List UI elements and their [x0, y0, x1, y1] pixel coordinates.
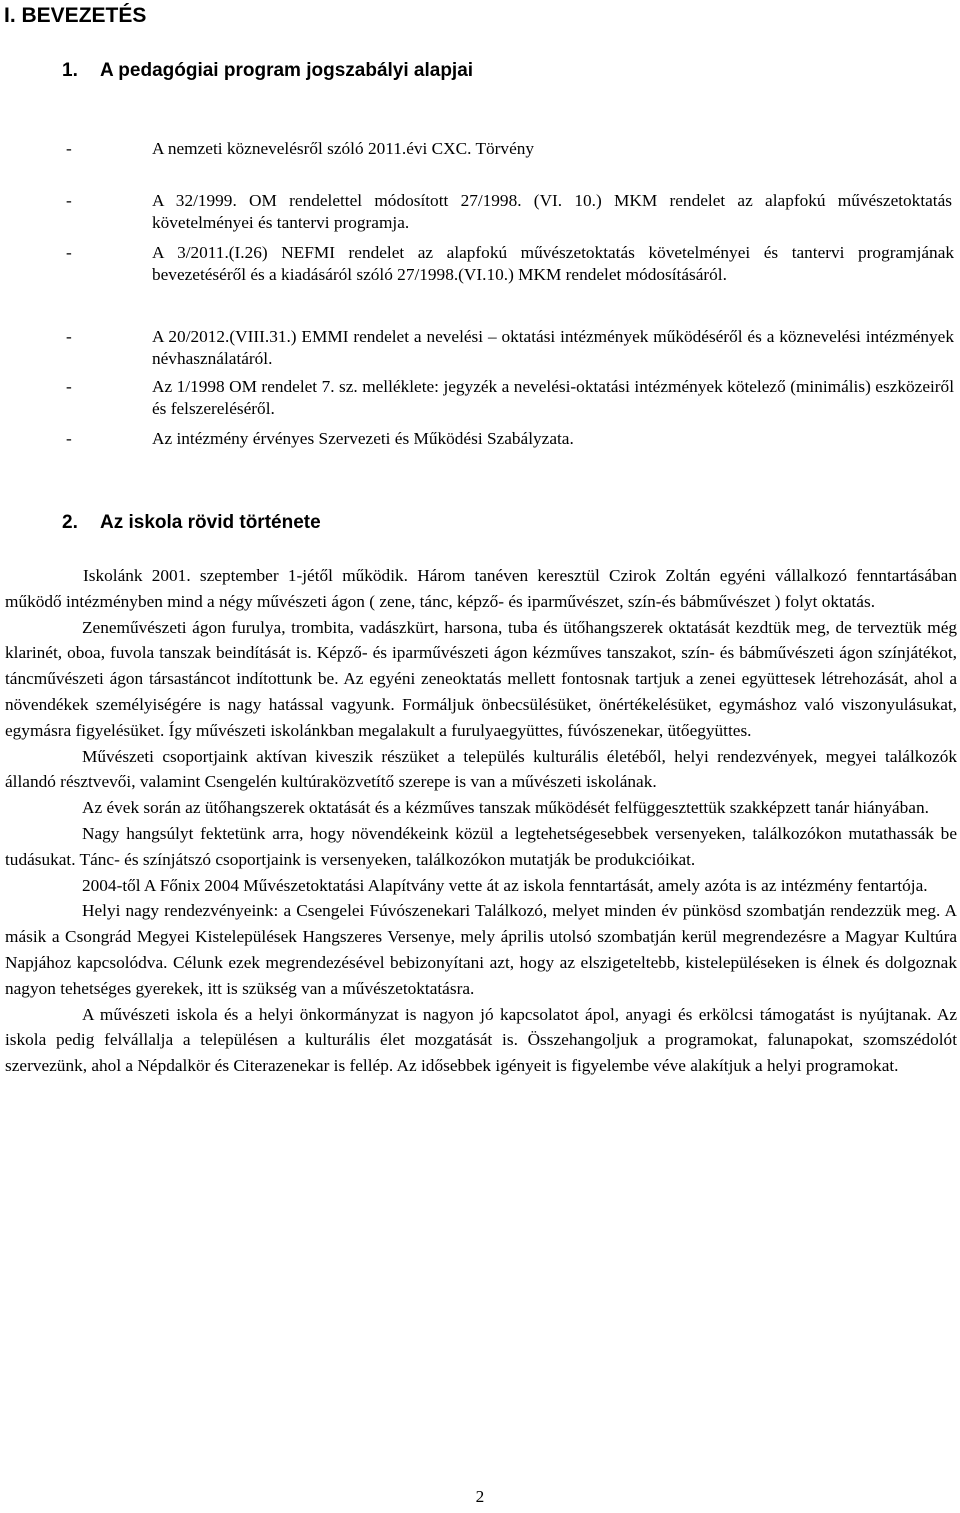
history-text: [5, 563, 957, 1079]
paragraph: Zeneművészeti ágon furulya, trombita, vadászkürt, harsona, tuba és ütőhangszerek oktatását kezdtük meg, de terveztük még klarinét, oboa, fuvola tanszak beindítását is. Képző- és iparművészeti ágon kézműves tanszakot, szín- és bábművészeti ágon színjátékot, táncművészeti ágon társastáncot indítottunk be. Az egyéni zeneoktatás mellett fontosnak tartjuk a zenei együttesek létrehozását, ahol a növendékek személyiségére is nagy hatással vagyunk. Formáljuk önbecsülésüket, önértékelésüket, egymáshoz való viszonyulásukat, egymásra figyelésüket. Így művészeti iskolánkban megalakult a furulyaegyüttes, fúvószenekar, ütőegyüttes.: [5, 617, 957, 740]
chapter-heading: I. BEVEZETÉS: [4, 4, 147, 27]
law-text: A 20/2012.(VIII.31.) EMMI rendelet a nevelési – oktatási intézmények működéséről és a köznevelési intézmények névhasználatáról.: [152, 327, 954, 368]
section-1-title: A pedagógiai program jogszabályi alapjai: [100, 60, 474, 81]
paragraph: Nagy hangsúlyt fektetünk arra, hogy növendékeink közül a legtehetségesebbek versenyeken, találkozókon mutathassák be tudásukat. Tánc- és színjátszó csoportjaink is versenyeken, találkozókon mutatják be produkcióikat.: [5, 823, 957, 869]
section-1-number: 1.: [62, 60, 78, 81]
section-1-heading: [62, 58, 473, 84]
law-item: [66, 376, 956, 420]
paragraph: Művészeti csoportjaink aktívan kiveszik részüket a település kulturális életéből, helyi rendezvények, megyei találkozók állandó résztvevői, valamint Csengelén kultúraközvetítő szerepe is van a művészeti iskolának.: [5, 746, 957, 792]
law-text: A nemzeti köznevelésről szóló 2011.évi CXC. Törvény: [152, 139, 535, 158]
law-text: A 32/1999. OM rendelettel módosított 27/1998. (VI. 10.) MKM rendelet az alapfokú művészetoktatás követelményei és tantervi programja.: [152, 191, 952, 232]
law-dash: -: [66, 191, 72, 210]
paragraph: Helyi nagy rendezvényeink: a Csengelei Fúvószenekari Találkozó, melyet minden év pünkösd szombatján rendezzük meg. A másik a Csongrád Megyei Kistelepülések Hangszeres Versenye, mely április utolsó szombatján kerül megrendezésre a Magyar Kultúra Napjához kapcsolódva. Célunk ezek megrendezésével bebizonyítani azt, hogy az elszigeteltebb, kistelepüléseken is élnek és dolgoznak nagyon tehetséges gyerekek, itt is szükség van a művészetoktatásra.: [5, 901, 957, 998]
law-text: Az 1/1998 OM rendelet 7. sz. melléklete: jegyzék a nevelési-oktatási intézmények kötelező (minimális) eszközeiről és felszereléséről.: [152, 377, 954, 418]
section-2-heading: [62, 510, 321, 536]
law-dash: -: [66, 327, 72, 346]
law-dash: -: [66, 429, 72, 448]
law-item: [66, 138, 956, 160]
section-2-number: 2.: [62, 512, 78, 533]
paragraph: Iskolánk 2001. szeptember 1-jétől működik. Három tanéven keresztül Czirok Zoltán egyéni vállalkozó fenntartásában működő intézményben mind a négy művészeti ágon ( zene, tánc, képző- és iparművészet, szín-és bábművészet ) folyt oktatás.: [5, 566, 957, 611]
paragraph: Az évek során az ütőhangszerek oktatását és a kézműves tanszak működését felfüggesztettük szakképzett tanár hiányában.: [82, 798, 929, 818]
law-item: [66, 190, 956, 234]
law-dash: -: [66, 139, 72, 158]
page-number: 2: [475, 1487, 485, 1506]
law-dash: -: [66, 377, 72, 396]
section-2-title: Az iskola rövid története: [100, 512, 321, 533]
law-dash: -: [66, 243, 72, 262]
law-item: [66, 242, 956, 308]
law-item: [66, 326, 956, 370]
paragraph: 2004-től A Főnix 2004 Művészetoktatási Alapítvány vette át az iskola fenntartását, amely azóta is az intézmény fentartója.: [82, 875, 928, 895]
law-text: A 3/2011.(I.26) NEFMI rendelet az alapfokú művészetoktatás követelményei és tantervi programjának bevezetéséről és a kiadásáról szóló 27/1998.(VI.10.) MKM rendelet módosításáról.: [152, 243, 954, 284]
paragraph: A művészeti iskola és a helyi önkormányzat is nagyon jó kapcsolatot ápol, anyagi és erkölcsi támogatást is nyújtanak. Az iskola pedig felvállalja a településen a kulturális élet mozgatását is. Összehangoljuk a programokat, falunapokat, szomszédolót szervezünk, ahol a Népdalkör és Citerazenekar is fellép. Az idősebbek igényeit is figyelembe véve alakítjuk a helyi programokat.: [5, 1004, 957, 1076]
law-text: Az intézmény érvényes Szervezeti és Működési Szabályzata.: [152, 429, 574, 448]
law-item: [66, 428, 956, 450]
